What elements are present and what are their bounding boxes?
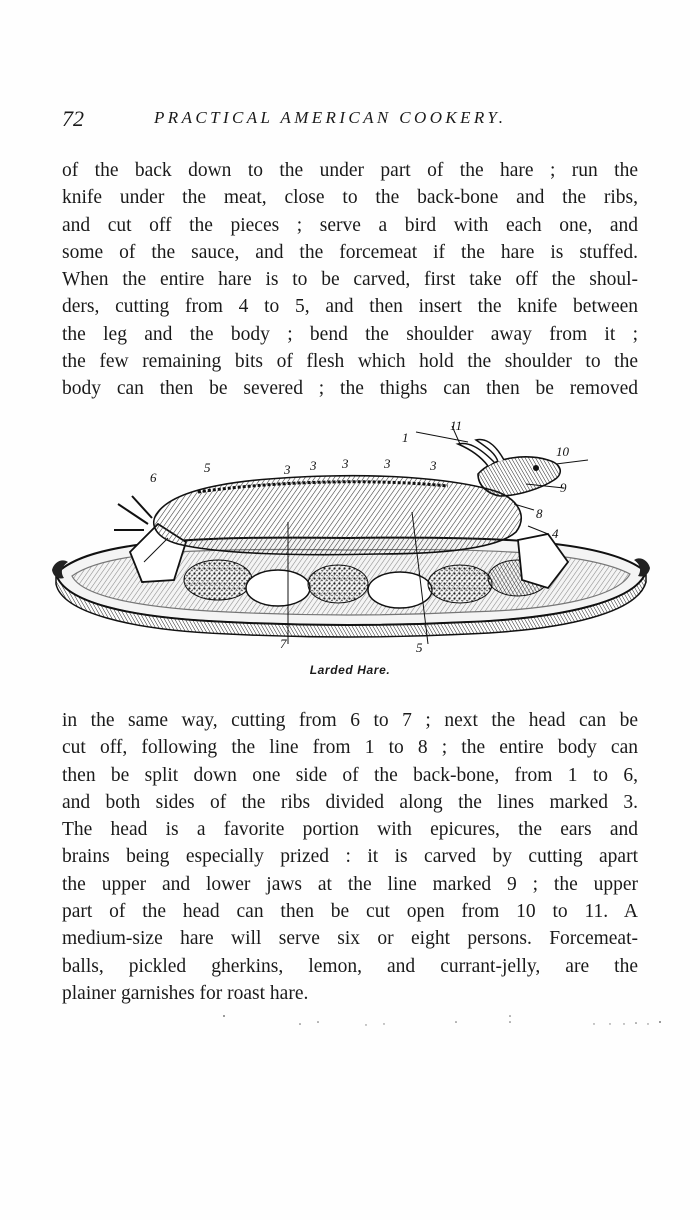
figure-label: 3 <box>284 462 291 477</box>
text-line: cut off, following the line from 1 to 8 ; the entire body can <box>62 737 638 759</box>
running-title: PRACTICAL AMERICAN COOKERY. <box>154 108 507 127</box>
text-line: the leg and the body ; bend the shoulder away from it ; <box>62 323 638 345</box>
figure-label: 11 <box>450 418 463 433</box>
text-line: knife under the meat, close to the back-bone and the ribs, <box>62 187 638 209</box>
text-line: When the entire hare is to be carved, first take off the shoul- <box>62 269 638 291</box>
text-line: the upper and lower jaws at the line marked 9 ; the upper <box>62 873 638 895</box>
text-line: brains being especially prized : it is carved by cutting apart <box>62 846 638 868</box>
figure-label: 6 <box>150 470 157 485</box>
paragraph-top <box>62 157 638 403</box>
page-number: 72 <box>62 106 84 131</box>
text-line: some of the sauce, and the forcemeat if the hare is stuffed. <box>62 241 638 263</box>
text-line: The head is a favorite portion with epicures, the ears and <box>62 819 638 841</box>
print-specks <box>210 1012 670 1028</box>
text-line: balls, pickled gherkins, lemon, and currant-jelly, are the <box>62 955 638 977</box>
figure-label: 3 <box>310 458 317 473</box>
text-line: in the same way, cutting from 6 to 7 ; next the head can be <box>62 710 638 731</box>
text-line: then be split down one side of the back-bone, from 1 to 6, <box>62 764 638 786</box>
figure-label: 3 <box>384 456 391 471</box>
text-line: the few remaining bits of flesh which hold the shoulder to the <box>62 351 638 373</box>
figure-caption: Larded Hare. <box>309 663 391 677</box>
figure-label: 7 <box>280 636 287 651</box>
figure-label: 5 <box>416 640 423 655</box>
text-line: part of the head can then be cut open from 10 to 11. A <box>62 901 638 923</box>
figure-label: 1 <box>402 430 409 445</box>
paragraph-bottom <box>62 707 638 1007</box>
figure-label: 9 <box>560 480 567 495</box>
figure-label: 4 <box>552 526 559 541</box>
larded-hare-illustration <box>48 412 652 664</box>
text-line: of the back down to the under part of the hare ; run the <box>62 160 638 181</box>
page-header <box>62 104 638 138</box>
text-line: ders, cutting from 4 to 5, and then insert the knife between <box>62 296 638 318</box>
figure-label: 5 <box>204 460 211 475</box>
figure-label: 3 <box>430 458 437 473</box>
figure-label: 10 <box>556 444 569 459</box>
figure-label: 8 <box>536 506 543 521</box>
figure-label: 3 <box>342 456 349 471</box>
text-line: plainer garnishes for roast hare. <box>62 982 309 1004</box>
text-line: body can then be severed ; the thighs can then be removed <box>62 378 638 400</box>
text-line: and both sides of the ribs divided along the lines marked 3. <box>62 791 638 813</box>
text-line: medium-size hare will serve six or eight persons. Forcemeat- <box>62 928 638 950</box>
text-line: and cut off the pieces ; serve a bird with each one, and <box>62 214 638 236</box>
